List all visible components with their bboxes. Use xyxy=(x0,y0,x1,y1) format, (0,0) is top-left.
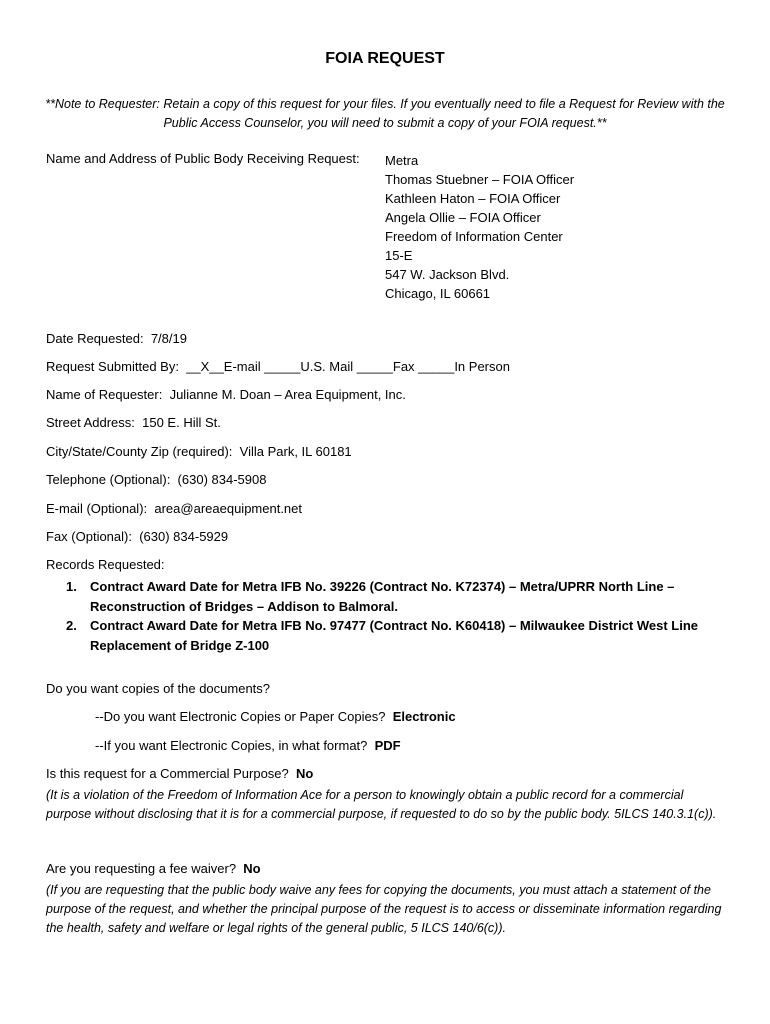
address-line: Kathleen Haton – FOIA Officer xyxy=(385,191,561,206)
submitted-by-label: Request Submitted By: xyxy=(46,359,179,374)
list-item xyxy=(66,616,726,655)
fax-label: Fax (Optional): xyxy=(46,529,132,544)
copies-type-question: --Do you want Electronic Copies or Paper Copies? xyxy=(95,709,386,724)
fee-waiver-note: (If you are requesting that the public body waive any fees for copying the documents, you must attach a statement of the purpose of the request, and whether the principal purpose of the request is to access or disseminate information regarding the health, safety and welfare or legal rights of the general public, 5 ILCS 140/6(c)). xyxy=(46,883,722,935)
copies-format-question: --If you want Electronic Copies, in what format? xyxy=(95,738,368,753)
date-requested-label: Date Requested: xyxy=(46,331,144,346)
date-requested-value: 7/8/19 xyxy=(150,331,187,346)
commercial-row xyxy=(46,766,313,781)
fee-waiver-answer: No xyxy=(243,861,261,876)
city-row xyxy=(46,444,352,459)
address-line: Thomas Stuebner – FOIA Officer xyxy=(385,172,575,187)
list-number: 1. xyxy=(66,579,77,594)
public-body-address xyxy=(385,151,574,303)
address-line: Metra xyxy=(385,153,419,168)
page-title: FOIA REQUEST xyxy=(325,50,445,67)
submitted-by-value: __X__E-mail _____U.S. Mail _____Fax _____In Person xyxy=(186,359,510,374)
telephone-value: (630) 834-5908 xyxy=(177,472,267,487)
public-body-label: Name and Address of Public Body Receiving Request: xyxy=(46,151,360,166)
email-row xyxy=(46,501,302,516)
address-line: Freedom of Information Center xyxy=(385,229,563,244)
requester-row xyxy=(46,387,406,402)
requester-note: **Note to Requester: Retain a copy of this request for your files. If you eventually need to file a Request for Review with the Public Access Counselor, you will need to submit a copy of your FOIA request.** xyxy=(45,97,725,130)
fee-waiver-row xyxy=(46,861,261,876)
email-value: area@areaequipment.net xyxy=(154,501,303,516)
email-label: E-mail (Optional): xyxy=(46,501,148,516)
commercial-note: (It is a violation of the Freedom of Information Ace for a person to knowingly obtain a public record for a commercial purpose without disclosing that it is for a commercial purpose, if requested to do so by the public body. 5ILCS 140.3.1(c)). xyxy=(46,788,717,821)
copies-question: Do you want copies of the documents? xyxy=(46,681,271,696)
fax-row xyxy=(46,529,228,544)
fax-value: (630) 834-5929 xyxy=(139,529,229,544)
list-text: Contract Award Date for Metra IFB No. 39226 (Contract No. K72374) – Metra/UPRR North Line – Reconstruction of Bridges – Addison to Balmoral. xyxy=(90,579,675,614)
submitted-by-row xyxy=(46,359,510,374)
date-requested-row xyxy=(46,331,187,346)
commercial-answer: No xyxy=(296,766,314,781)
telephone-label: Telephone (Optional): xyxy=(46,472,171,487)
list-item xyxy=(66,577,726,616)
list-number: 2. xyxy=(66,618,77,633)
records-list xyxy=(66,577,726,655)
telephone-row xyxy=(46,472,266,487)
copies-type-row xyxy=(95,709,456,724)
copies-format-answer: PDF xyxy=(374,738,401,753)
address-line: Chicago, IL 60661 xyxy=(385,286,491,301)
street-row xyxy=(46,415,221,430)
street-value: 150 E. Hill St. xyxy=(142,415,221,430)
address-line: 547 W. Jackson Blvd. xyxy=(385,267,510,282)
requester-label: Name of Requester: xyxy=(46,387,163,402)
copies-format-row xyxy=(95,738,401,753)
requester-value: Julianne M. Doan – Area Equipment, Inc. xyxy=(169,387,406,402)
records-label: Records Requested: xyxy=(46,557,165,572)
city-label: City/State/County Zip (required): xyxy=(46,444,233,459)
city-value: Villa Park, IL 60181 xyxy=(239,444,352,459)
street-label: Street Address: xyxy=(46,415,135,430)
address-line: Angela Ollie – FOIA Officer xyxy=(385,210,541,225)
fee-waiver-question: Are you requesting a fee waiver? xyxy=(46,861,237,876)
list-text: Contract Award Date for Metra IFB No. 97477 (Contract No. K60418) – Milwaukee District West Line Replacement of Bridge Z-100 xyxy=(90,618,699,653)
copies-type-answer: Electronic xyxy=(392,709,456,724)
address-line: 15-E xyxy=(385,248,413,263)
commercial-question: Is this request for a Commercial Purpose? xyxy=(46,766,289,781)
